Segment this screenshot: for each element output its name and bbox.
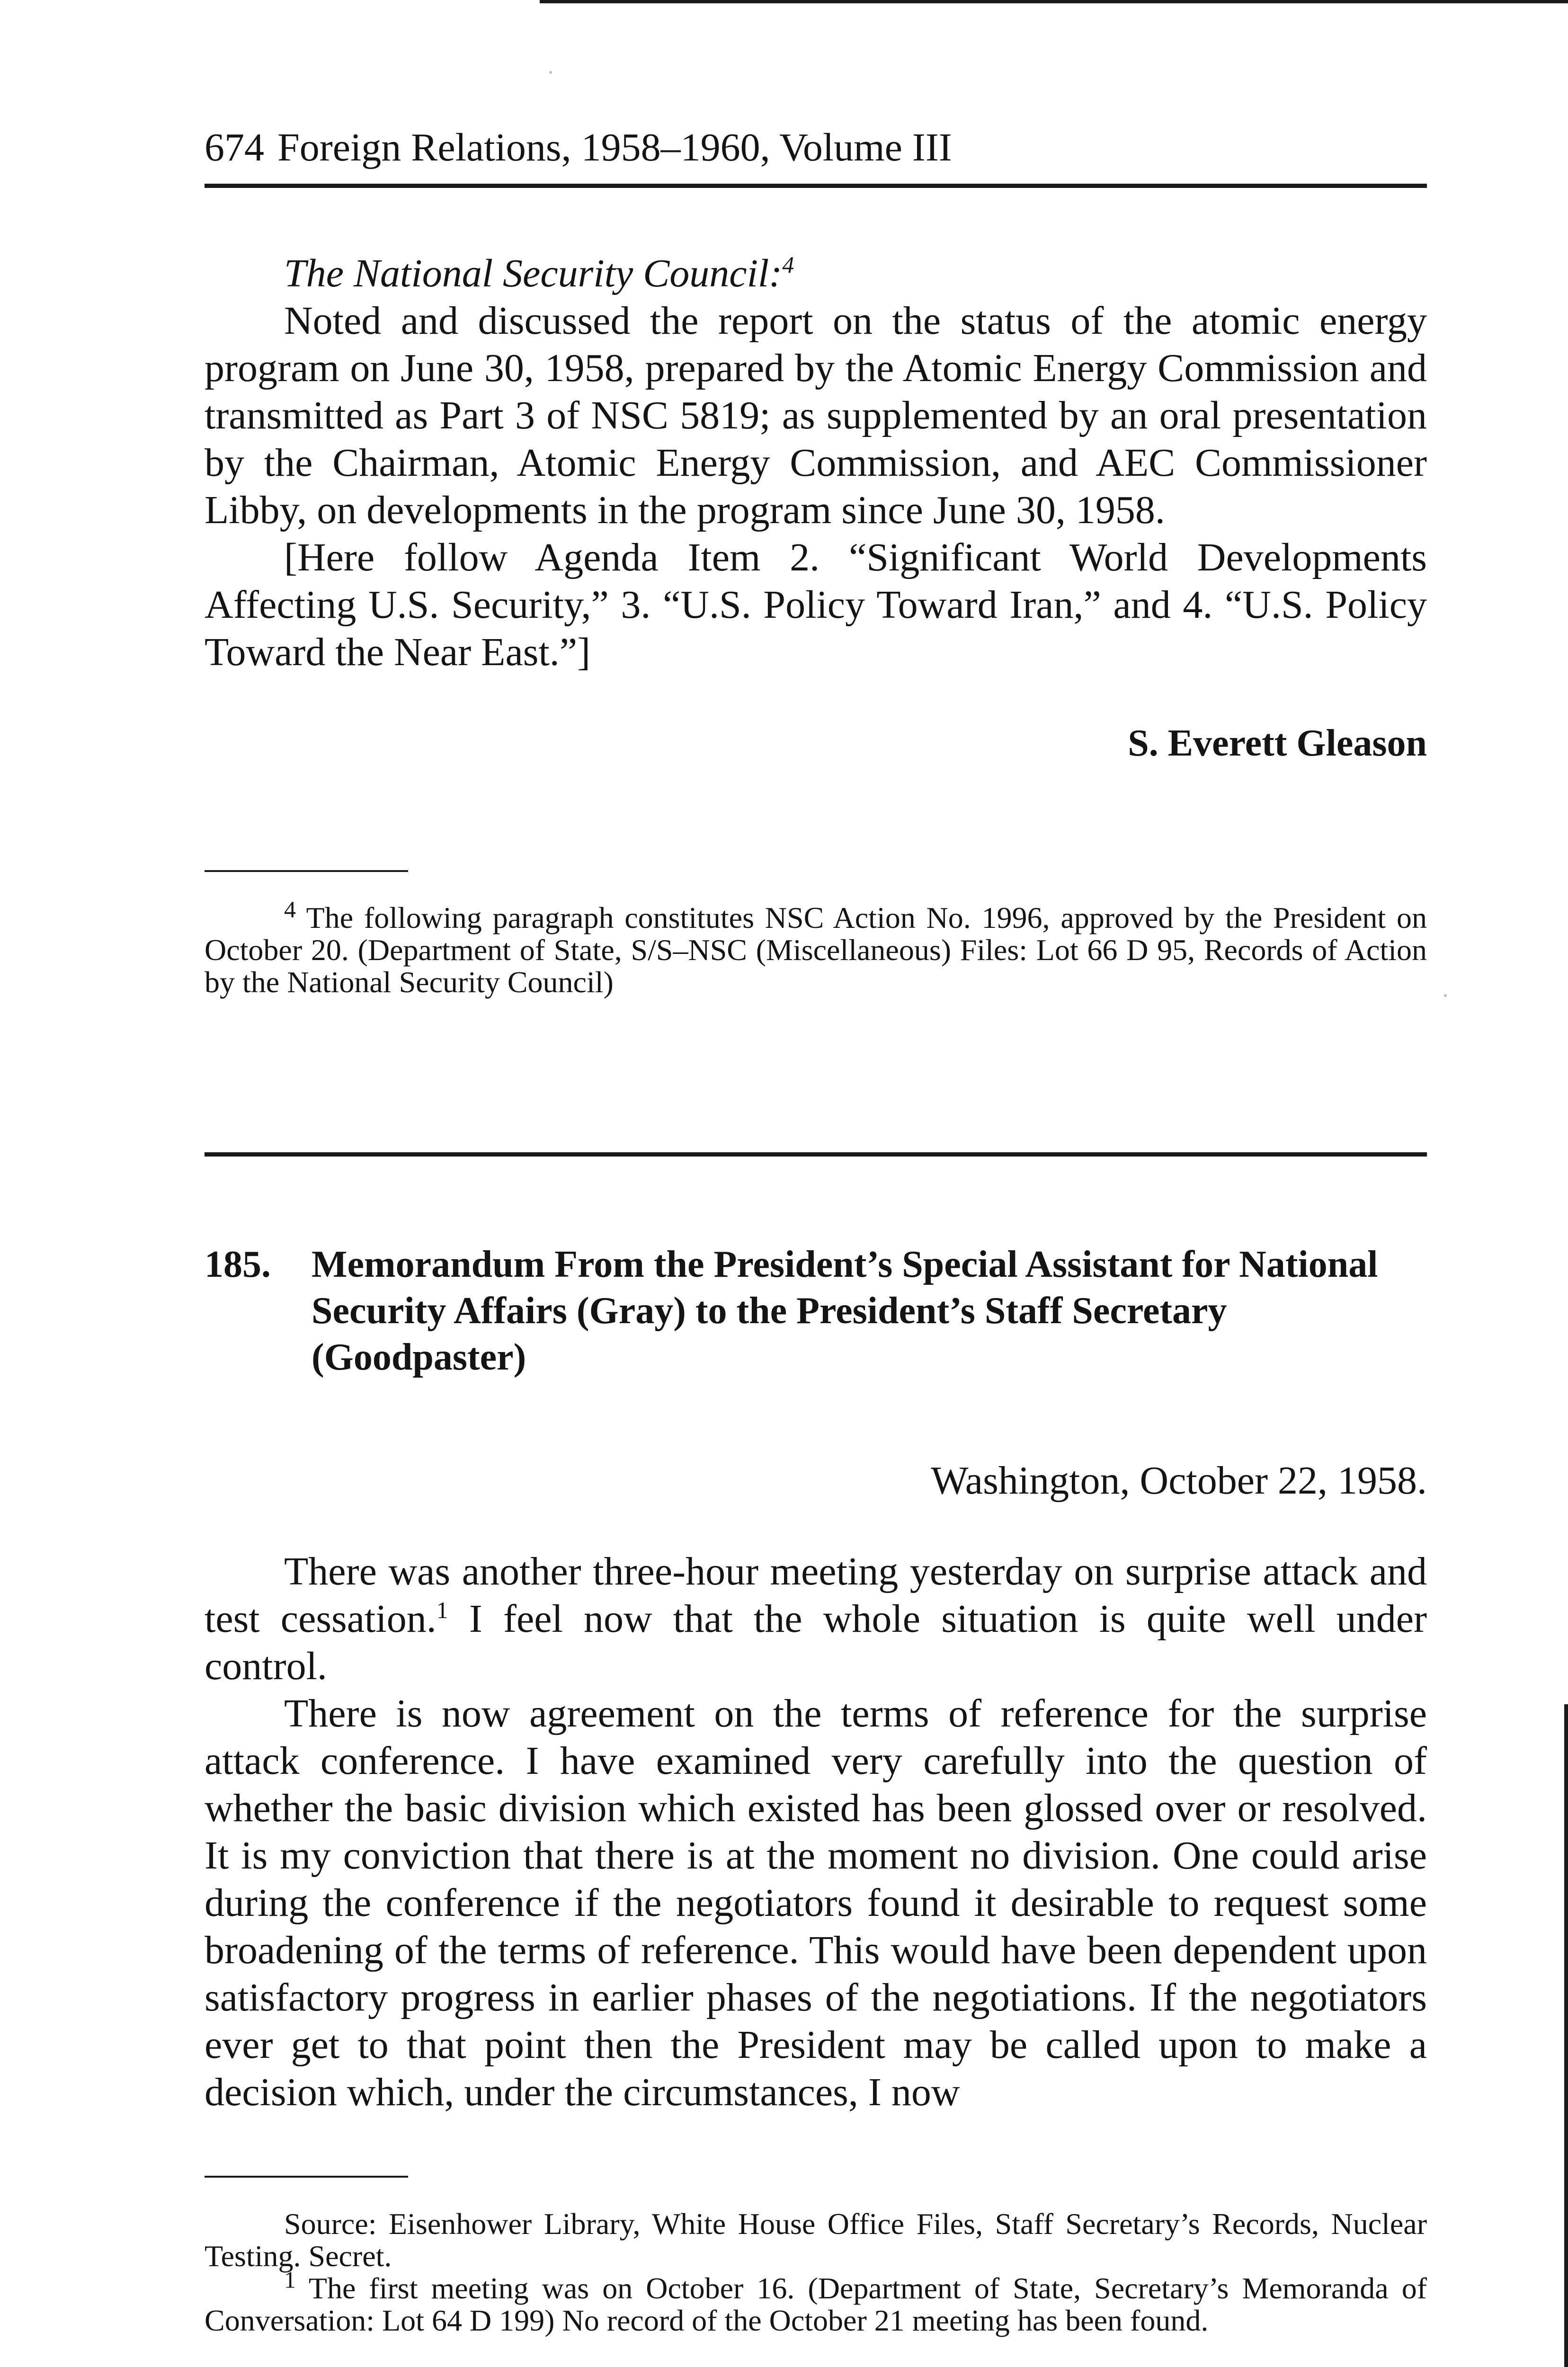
footnote-rule [205, 870, 408, 872]
council-heading: The National Security Council:$^4$ [284, 251, 794, 295]
memo-body [205, 1548, 1427, 2116]
memo-paragraph-1: There was another three-hour meeting yesterday on surprise attack and test cessation.$^1$ I feel now that the whole situation is quite well under control. [205, 1549, 1427, 1688]
footnote-ref-1[interactable]: 1 [436, 1597, 448, 1623]
memo-footnotes [205, 2208, 1427, 2337]
memo-paragraph-2: There is now agreement on the terms of reference for the surprise attack conference. I have examined very carefully into the question of whether the basic division which existed has been glossed over or resolved. It is my conviction that there is at the moment no division. One could arise during the conference if the negotiators found it desirable to request some broadening of the terms of reference. This would have been dependent upon satisfactory progress in earlier phases of the negotiations. If the negotiators ever get to that point then the President may be called upon to make a decision which, under the circumstances, I now [205, 1691, 1427, 2114]
footnote-4 [205, 896, 1427, 999]
council-paragraph: Noted and discussed the report on the status of the atomic energy program on June 30, 1958, prepared by the Atomic Energy Commission and transmitted as Part 3 of NSC 5819; as supplemented by an oral presentation by the Chairman, Atomic Energy Commission, and AEC Commissioner Libby, on developments in the program since June 30, 1958. [205, 299, 1427, 532]
footnote-ref-4[interactable]: 4 [782, 251, 794, 278]
editorial-note: [Here follow Agenda Item 2. “Significant World Developments Affecting U.S. Security,” 3. “U.S. Policy Toward Iran,” and 4. “U.S. Policy Toward the Near East.”] [205, 535, 1427, 674]
scan-speck [1444, 994, 1447, 997]
scan-speck [549, 71, 552, 74]
document-heading [205, 1241, 1427, 1380]
footnote-1-marker: 1 [284, 2266, 296, 2293]
scan-top-edge [540, 0, 1568, 3]
running-head [205, 124, 952, 171]
document-title: Memorandum From the President’s Special Assistant for National Security Affairs (Gray) to the President’s Staff Secretary (Goodpaster) [312, 1244, 1378, 1378]
dateline: Washington, October 22, 1958. [931, 1459, 1427, 1503]
page-number: 674 [205, 125, 264, 169]
signature: S. Everett Gleason [1128, 722, 1427, 764]
section-divider [205, 1152, 1427, 1157]
header-rule [205, 184, 1427, 188]
footnote-rule [205, 2176, 408, 2178]
footnote-4-text: The following paragraph constitutes NSC Action No. 1996, approved by the President on October 20. (Department of State, S/S–NSC (Miscellaneous) Files: Lot 66 D 95, Records of Action by the National Security Council) [205, 901, 1427, 999]
document-number: 185. [205, 1244, 271, 1285]
council-section [205, 250, 1427, 676]
footnote-1-text: The first meeting was on October 16. (Department of State, Secretary’s Memoranda of Conversation: Lot 64 D 199) No record of the October 21 meeting has been found. [205, 2271, 1427, 2337]
source-note: Source: Eisenhower Library, White House Office Files, Staff Secretary’s Records, Nuclear Testing. Secret. [205, 2207, 1427, 2273]
book-title: Foreign Relations, 1958–1960, Volume III [277, 125, 952, 169]
scan-right-edge [1564, 1704, 1568, 2367]
footnote-4-marker: 4 [284, 896, 296, 923]
